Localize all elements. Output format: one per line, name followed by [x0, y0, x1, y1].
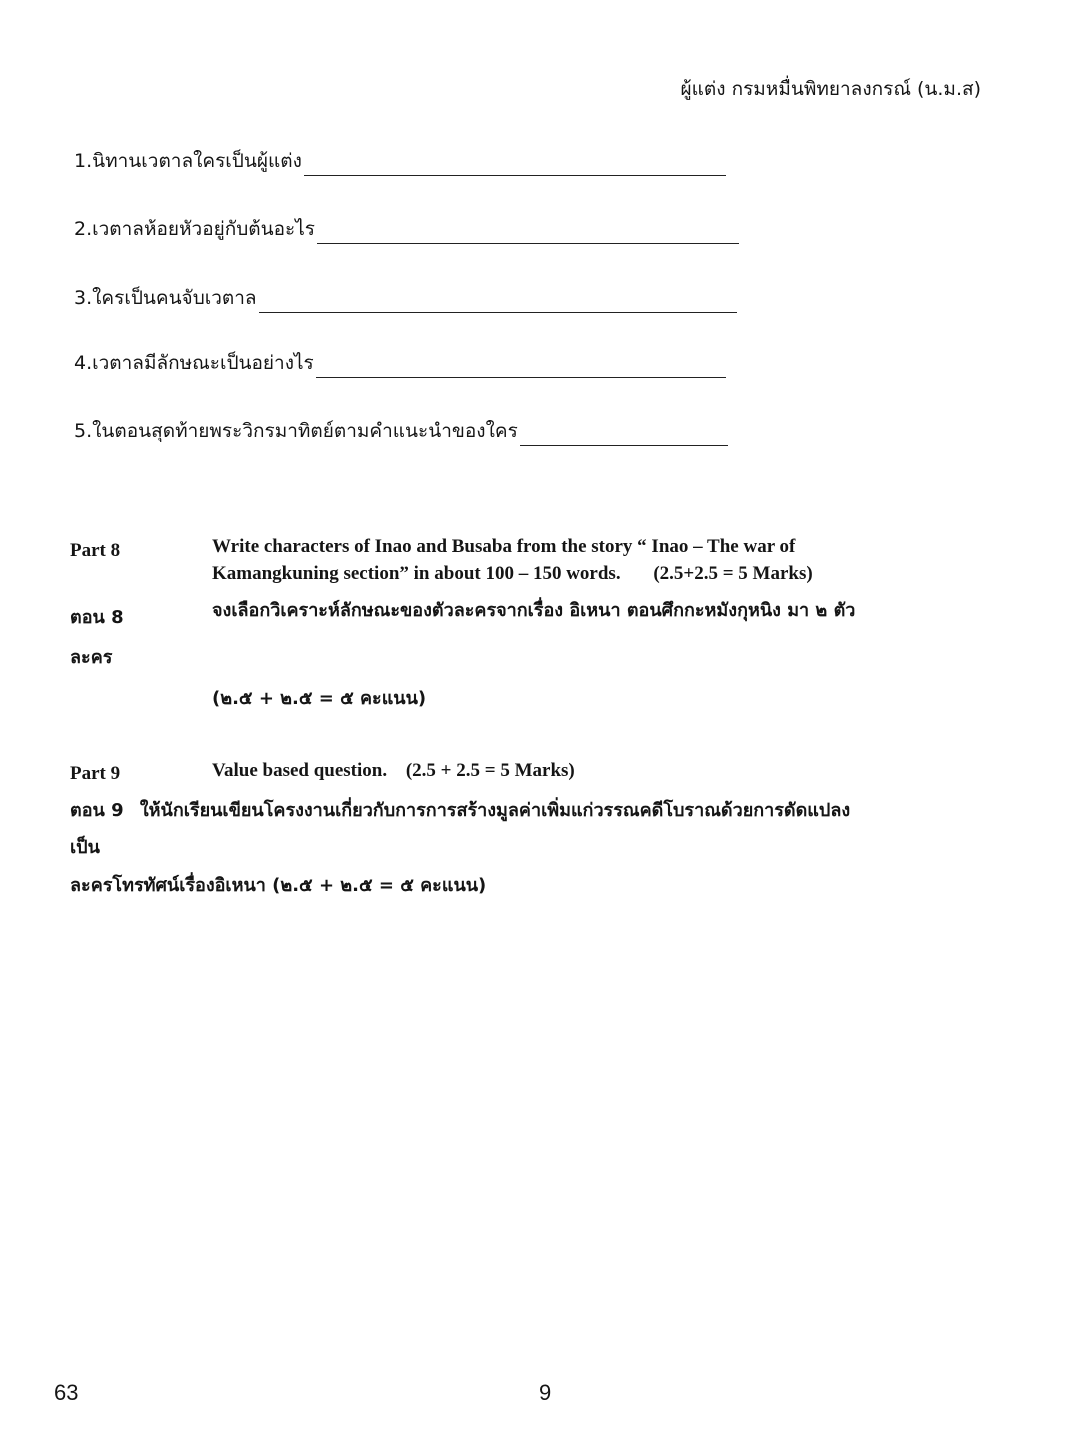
- part9-label: Part 9: [70, 763, 121, 784]
- question-2: [74, 214, 739, 244]
- part9-thai-label: ตอน 9: [70, 800, 124, 821]
- question-text: 3.ใครเป็นคนจับเวตาล: [74, 287, 257, 309]
- part8-line1: Write characters of Inao and Busaba from the story “ Inao – The war of: [212, 536, 796, 557]
- part9-thai-cont: เป็น: [70, 837, 100, 858]
- answer-blank: [304, 157, 726, 176]
- part9-line: [212, 760, 575, 782]
- part9-thai-line1: [70, 795, 850, 824]
- answer-blank: [259, 294, 737, 313]
- question-text: 4.เวตาลมีลักษณะเป็นอย่างไร: [74, 352, 314, 374]
- question-text: 1.นิทานเวตาลใครเป็นผู้แต่ง: [74, 150, 302, 172]
- part9-thai-text: ให้นักเรียนเขียนโครงงานเกี่ยวกับการการสร้างมูลค่าเพิ่มแก่วรรณคดีโบราณด้วยการดัดแปลง: [139, 800, 851, 821]
- answer-blank: [317, 225, 739, 244]
- part8-thai-text: จงเลือกวิเคราะห์ลักษณะของตัวละครจากเรื่อง อิเหนา ตอนศึกกะหมังกุหนิง มา ๒ ตัว: [212, 600, 856, 621]
- footer-left-number: 63: [54, 1380, 79, 1405]
- part8-thai-marks: (๒.๕ + ๒.๕ = ๕ คะแนน): [212, 688, 427, 709]
- answer-blank: [520, 427, 728, 446]
- question-1: [74, 146, 726, 176]
- author-line: ผู้แต่ง กรมหมื่นพิทยาลงกรณ์ (น.ม.ส): [680, 78, 981, 100]
- part9-marks: (2.5 + 2.5 = 5 Marks): [405, 760, 575, 781]
- question-3: [74, 283, 737, 313]
- part9-text: Value based question.: [212, 760, 388, 781]
- question-text: 5.ในตอนสุดท้ายพระวิกรมาทิตย์ตามคำแนะนำของใคร: [74, 420, 518, 442]
- question-5: [74, 416, 728, 446]
- part9-thai-line3: ละครโทรทัศน์เรื่องอิเหนา (๒.๕ + ๒.๕ = ๕ คะแนน): [70, 875, 487, 896]
- question-4: [74, 348, 726, 378]
- page-number: 9: [539, 1380, 552, 1405]
- answer-blank: [316, 359, 726, 378]
- part8-thai-cont: ละคร: [70, 647, 113, 668]
- part8-line2: [212, 563, 813, 585]
- part8-label: Part 8: [70, 540, 121, 561]
- part8-line2-text: Kamangkuning section” in about 100 – 150 words.: [212, 563, 621, 584]
- part8-thai-label: ตอน 8: [70, 607, 124, 628]
- part8-marks: (2.5+2.5 = 5 Marks): [653, 563, 813, 584]
- question-text: 2.เวตาลห้อยหัวอยู่กับต้นอะไร: [74, 218, 316, 240]
